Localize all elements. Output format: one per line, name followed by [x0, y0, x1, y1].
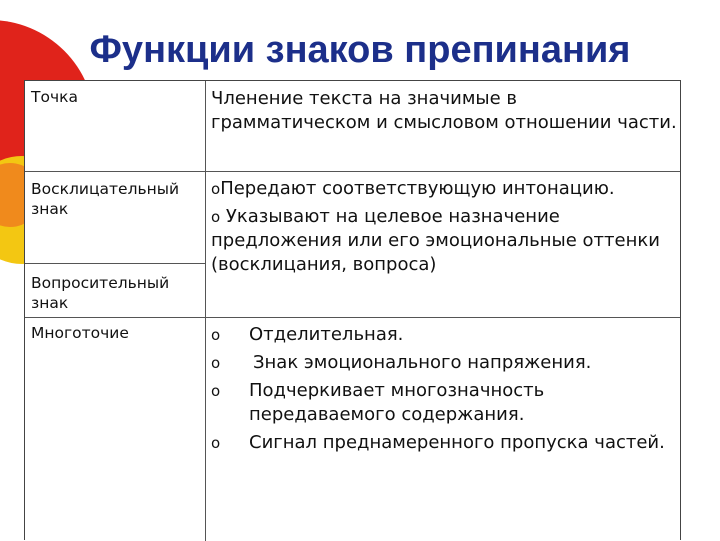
ellipsis-functions: [211, 323, 671, 455]
page-title: Функции знаков препинания: [89, 29, 631, 71]
description-period: Членение текста на значимые в грамматическом и смысловом отношении части.: [211, 88, 677, 133]
term-question: Вопросительный знак: [31, 274, 170, 312]
list-item: o Отделительная.: [211, 324, 404, 345]
bullet-icon: o: [211, 208, 221, 226]
bullet-icon: o: [211, 434, 221, 452]
row-divider: [25, 317, 680, 318]
term-exclamation: Восклицательный знак: [31, 180, 180, 218]
bullet-icon: o: [211, 326, 221, 344]
column-divider: [205, 81, 206, 541]
exclamation-question-functions: [211, 177, 679, 277]
list-item: o Подчеркивает многозначность передаваемого содержания.: [211, 380, 545, 425]
bullet-icon: o: [211, 180, 221, 198]
term-ellipsis: Многоточие: [31, 324, 129, 342]
punctuation-table: [24, 80, 681, 540]
list-item: o Сигнал преднамеренного пропуска частей.: [211, 432, 665, 453]
bullet-icon: o: [211, 382, 221, 400]
row-divider: [25, 263, 205, 264]
list-item: o Указывают на целевое назначение предложения или его эмоциональные оттенки (восклицания, вопроса): [211, 206, 660, 275]
list-item: oПередают соответствующую интонацию.: [211, 178, 615, 199]
list-item: o Знак эмоционального напряжения.: [211, 352, 592, 373]
row-divider: [25, 171, 680, 172]
term-period: Точка: [31, 88, 78, 106]
bullet-icon: o: [211, 354, 221, 372]
